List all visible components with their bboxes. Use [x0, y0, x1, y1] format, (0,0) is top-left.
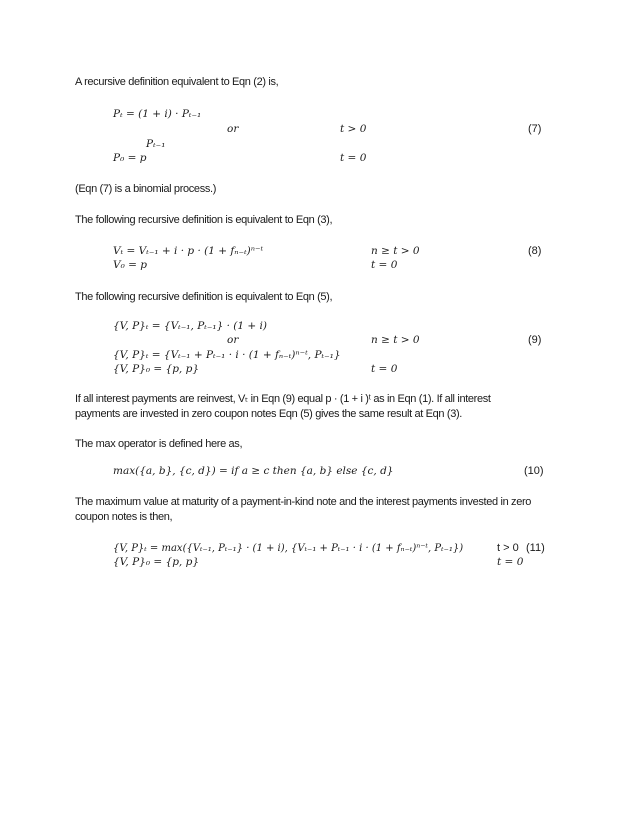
equation-8-line-1: Vₜ = Vₜ₋₁ + i · p · (1 + fₙ₋ₜ)ⁿ⁻ᵗ [113, 245, 264, 257]
equation-11-condition-2: t = 0 [497, 556, 524, 568]
paragraph-reinvest-line-1: If all interest payments are reinvest, Vₜ in Eqn (9) equal p · (1 + i )ᵗ as in Eqn (1). If all interest [75, 393, 491, 405]
equation-9-or: or [227, 334, 239, 346]
equation-10-number: (10) [524, 465, 544, 477]
equation-8-line-2: V₀ = p [113, 259, 147, 271]
equation-7-or: or [227, 123, 239, 135]
paragraph-max-operator: The max operator is defined here as, [75, 438, 243, 450]
equation-9-number: (9) [528, 334, 542, 346]
equation-7-line-1: Pₜ = (1 + i) · Pₜ₋₁ [113, 108, 202, 120]
paragraph-intro-eqn9: The following recursive definition is equivalent to Eqn (5), [75, 291, 333, 303]
equation-9-condition-1: n ≥ t > 0 [371, 334, 420, 346]
paragraph-maximum-line-2: coupon notes is then, [75, 511, 173, 523]
equation-7-mid: Pₜ₋₁ [146, 138, 166, 150]
equation-8-number: (8) [528, 245, 542, 257]
equation-9-line-1: {V, P}ₜ = {Vₜ₋₁, Pₜ₋₁} · (1 + i) [113, 320, 267, 332]
paragraph-intro-eqn8: The following recursive definition is equivalent to Eqn (3), [75, 214, 333, 226]
equation-7-condition-1: t > 0 [340, 123, 367, 135]
equation-11-condition-1: t > 0 [497, 542, 519, 554]
equation-7-line-2: P₀ = p [113, 152, 147, 164]
paragraph-reinvest-line-2: payments are invested in zero coupon notes Eqn (5) gives the same result at Eqn (3). [75, 408, 462, 420]
equation-8-condition-1: n ≥ t > 0 [371, 245, 420, 257]
equation-9-line-2: {V, P}ₜ = {Vₜ₋₁ + Pₜ₋₁ · i · (1 + fₙ₋ₜ)ⁿ⁻ᵗ, Pₜ₋₁} [113, 349, 341, 361]
equation-9-line-3: {V, P}₀ = {p, p} [113, 363, 200, 375]
paragraph-intro-eqn7: A recursive definition equivalent to Eqn (2) is, [75, 76, 279, 88]
paragraph-binomial-note: (Eqn (7) is a binomial process.) [75, 183, 217, 195]
equation-8-condition-2: t = 0 [371, 259, 398, 271]
equation-7-condition-2: t = 0 [340, 152, 367, 164]
equation-10-line-1: max({a, b}, {c, d}) = if a ≥ c then {a, b} else {c, d} [113, 465, 394, 477]
paragraph-maximum-line-1: The maximum value at maturity of a payment-in-kind note and the interest payments invested in zero [75, 496, 532, 508]
equation-9-condition-3: t = 0 [371, 363, 398, 375]
equation-7-number: (7) [528, 123, 542, 135]
equation-11-line-1: {V, P}ₜ = max({Vₜ₋₁, Pₜ₋₁} · (1 + i), {Vₜ₋₁ + Pₜ₋₁ · i · (1 + fₙ₋ₜ)ⁿ⁻ᵗ, Pₜ₋₁}) [113, 543, 464, 554]
equation-11-line-2: {V, P}₀ = {p, p} [113, 556, 200, 568]
equation-11-number: (11) [526, 542, 545, 554]
